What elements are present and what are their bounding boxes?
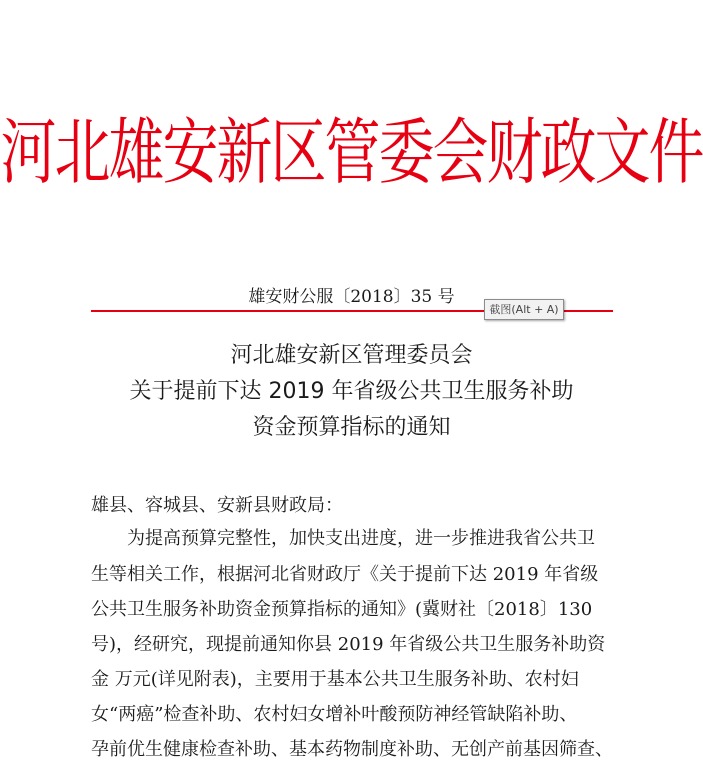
salutation: 雄县、容城县、安新县财政局：	[91, 495, 343, 516]
notice-title-line-3: 资金预算指标的通知	[252, 415, 451, 440]
screenshot-tooltip: 截图(Alt + A)	[484, 299, 564, 320]
body-line: 女“两癌”检查补助、农村妇女增补叶酸预防神经管缺陷补助、	[91, 704, 578, 725]
body-line: 生等相关工作，根据河北省财政厅《关于提前下达 2019 年省级	[91, 564, 599, 585]
body-line: 孕前优生健康检查补助、基本药物制度补助、无创产前基因筛查、	[91, 739, 613, 760]
body-line: 金 万元(详见附表)，主要用于基本公共卫生服务补助、农村妇	[91, 669, 579, 690]
document-banner-title: 河北雄安新区管委会财政文件	[0, 111, 703, 195]
body-line: 为提高预算完整性，加快支出进度，进一步推进我省公共卫	[127, 528, 595, 549]
body-line: 号)，经研究，现提前通知你县 2019 年省级公共卫生服务补助资	[91, 634, 606, 655]
notice-title-line-1: 河北雄安新区管理委员会	[230, 343, 473, 368]
document-number: 雄安财公服〔2018〕35 号	[248, 287, 455, 307]
notice-title-line-2: 关于提前下达 2019 年省级公共卫生服务补助	[129, 379, 574, 404]
body-line: 公共卫生服务补助资金预算指标的通知》(冀财社〔2018〕130	[91, 599, 593, 620]
